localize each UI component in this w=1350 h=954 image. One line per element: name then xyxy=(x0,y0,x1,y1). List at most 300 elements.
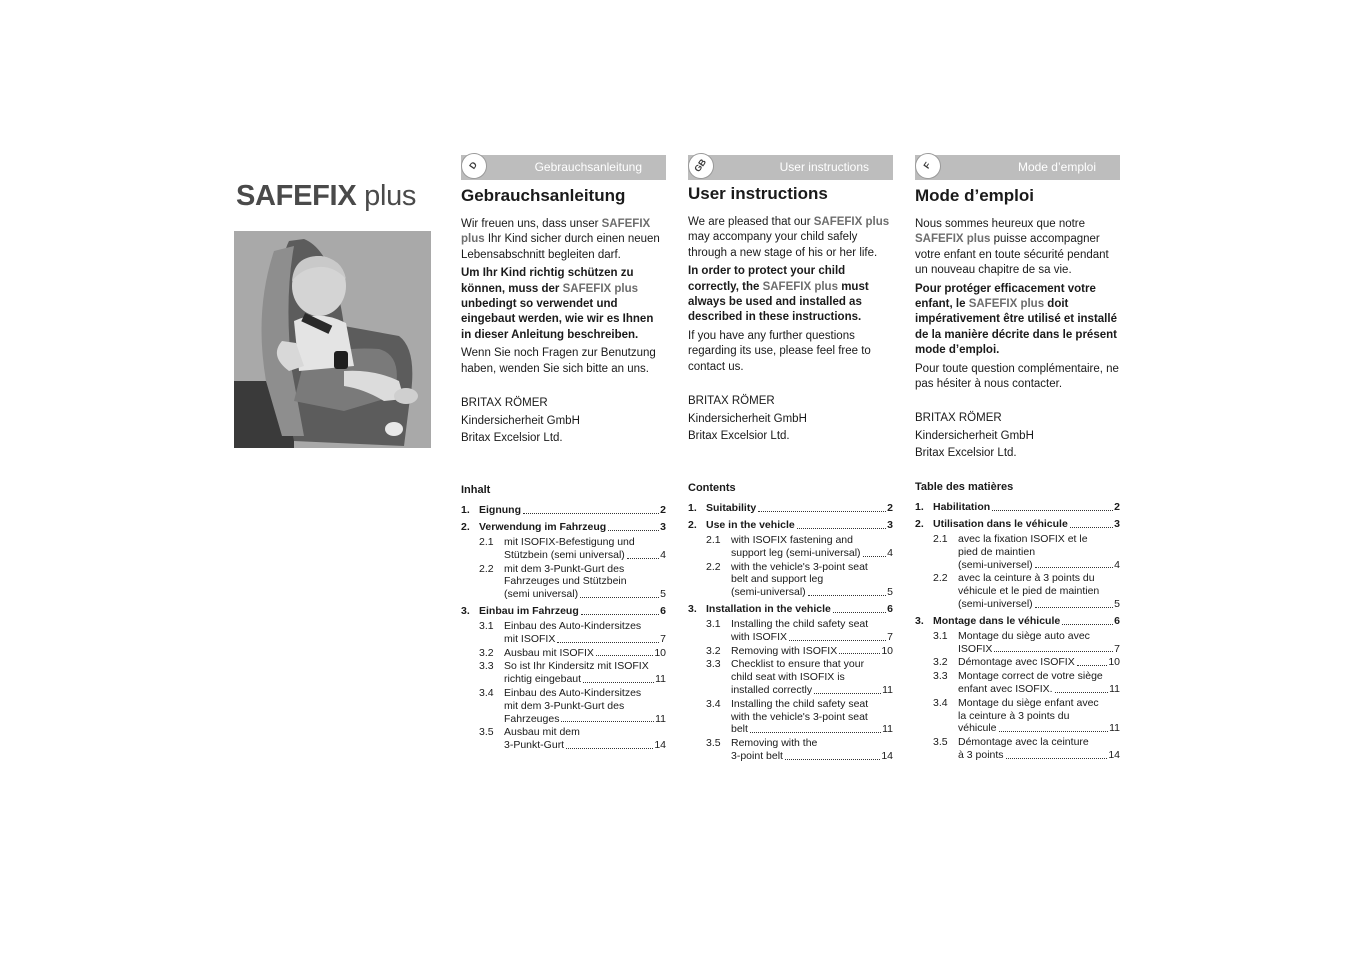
company-block xyxy=(688,393,893,446)
toc-number: 2. xyxy=(688,519,697,531)
toc-page: 2 xyxy=(887,502,893,514)
toc-subentry-line xyxy=(958,749,1120,762)
toc-line-text: (semi-universal) xyxy=(731,586,806,599)
contact-text: If you have any further questions regarding its use, please feel free to contact us. xyxy=(688,329,871,373)
toc-page: 3 xyxy=(660,521,666,533)
toc-line-text: Fahrzeuges und Stützbein xyxy=(504,575,627,588)
toc-subentry-line xyxy=(958,598,1120,611)
toc-line-text: pied de maintien xyxy=(958,545,1036,558)
toc-subentry-line xyxy=(958,683,1120,696)
toc-subentry xyxy=(479,563,666,601)
language-badge: GB xyxy=(683,148,719,184)
toc-page: 4 xyxy=(887,546,893,559)
company-line: Kindersicherheit GmbH xyxy=(461,414,580,427)
toc-line-text: Stützbein (semi universal) xyxy=(504,548,625,561)
toc-entry xyxy=(688,603,893,616)
language-badge: F xyxy=(910,148,946,184)
toc-page: 5 xyxy=(1114,597,1120,610)
toc-subentry-line xyxy=(504,620,666,633)
toc-line-text: installed correctly xyxy=(731,683,813,696)
toc-entry-label: Verwendung im Fahrzeug xyxy=(479,521,607,533)
toc-subentry-line xyxy=(731,547,893,560)
intro-text: Nous sommes heureux que notre SAFEFIX plus puisse accompagner votre enfant en toute sécurité pendant un nouveau chapitre de sa vie. xyxy=(915,218,1109,277)
toc-number: 3.2 xyxy=(706,644,721,657)
toc-line-text: véhicule et le pied de maintien xyxy=(958,585,1100,598)
language-tab-gb xyxy=(688,155,893,180)
toc-subentry-text xyxy=(958,736,1120,762)
toc-entry xyxy=(461,504,666,517)
toc-entry xyxy=(915,615,1120,628)
toc-number: 2.1 xyxy=(479,536,494,548)
toc-line-text: mit ISOFIX xyxy=(504,632,556,645)
safety-notice: In order to protect your child correctly, the SAFEFIX plus must always be used and installed as described in these instructions. xyxy=(688,265,869,324)
language-tab-de xyxy=(461,155,666,180)
contact-text: Wenn Sie noch Fragen zur Benutzung haben, wenden Sie sich bitte an uns. xyxy=(461,347,656,375)
toc-list xyxy=(688,502,893,763)
toc-line-text: enfant avec ISOFIX. xyxy=(958,682,1053,695)
toc-list xyxy=(915,501,1120,762)
toc-subentry xyxy=(933,670,1120,696)
toc-page: 2 xyxy=(660,504,666,516)
company-line: BRITAX RÖMER xyxy=(461,397,548,410)
company-line: Kindersicherheit GmbH xyxy=(915,429,1034,442)
safety-notice: Um Ihr Kind richtig schützen zu können, muss der SAFEFIX plus unbedingt so verwendet und eingebaut werden, wie wir es Ihnen in dieser Anleitung beschreiben. xyxy=(461,267,654,341)
toc-number: 2. xyxy=(915,518,924,530)
toc-subentry-text xyxy=(731,618,893,644)
toc-subentry xyxy=(706,737,893,763)
toc-subentry-line xyxy=(958,559,1120,572)
toc-page: 11 xyxy=(1109,722,1120,735)
product-name-suffix: plus xyxy=(364,180,417,212)
toc-leader xyxy=(566,739,653,749)
toc-subentry-line xyxy=(504,563,666,576)
toc-leader xyxy=(561,713,654,723)
toc-subentry-line xyxy=(731,573,893,586)
toc-line-text: mit dem 3-Punkt-Gurt des xyxy=(504,562,625,575)
toc-page: 11 xyxy=(882,683,893,696)
toc-subentry-line xyxy=(731,711,893,724)
toc-subentry xyxy=(706,561,893,599)
product-title xyxy=(236,180,416,213)
toc-line-text: belt and support leg xyxy=(731,573,824,586)
toc-subentry-text xyxy=(958,656,1120,669)
toc-subentry-line xyxy=(731,534,893,547)
toc-leader xyxy=(1006,749,1108,759)
toc-entry-text xyxy=(933,615,1120,628)
toc-line-text: with the vehicle's 3-point seat xyxy=(731,710,868,723)
toc-number: 2. xyxy=(461,521,470,533)
toc-subentry-line xyxy=(958,643,1120,656)
column-gb xyxy=(688,155,893,446)
toc-entry-label: Montage dans le véhicule xyxy=(933,614,1061,627)
toc-page: 5 xyxy=(660,588,666,601)
toc-page: 7 xyxy=(660,632,666,645)
toc-line-text: 3-point belt xyxy=(731,749,783,762)
toc-de xyxy=(461,484,666,753)
product-name: SAFEFIX xyxy=(236,180,357,212)
toc-subentry-line xyxy=(731,631,893,644)
toc-leader xyxy=(833,603,886,613)
toc-line-text: So ist Ihr Kindersitz mit ISOFIX xyxy=(504,660,649,673)
tab-label: Mode d’emploi xyxy=(1017,160,1096,174)
toc-title: Table des matières xyxy=(915,481,1014,493)
toc-line-text: (semi universal) xyxy=(504,588,579,601)
toc-subentry xyxy=(706,618,893,644)
toc-list xyxy=(461,504,666,752)
toc-subentry-line xyxy=(731,586,893,599)
toc-leader xyxy=(608,521,659,531)
toc-subentry-line xyxy=(504,739,666,752)
toc-subentry-text xyxy=(504,647,666,660)
toc-subentry-line xyxy=(504,673,666,686)
safety-notice: Pour protéger efficacement votre enfant, le SAFEFIX plus doit impérativement être utilisé et installé de la manière décrite dans le présent mode d’emploi. xyxy=(915,282,1117,357)
toc-number: 3.5 xyxy=(706,737,721,750)
toc-subentry-text xyxy=(958,533,1120,571)
language-badge: D xyxy=(456,148,492,184)
toc-subentry-line xyxy=(731,618,893,631)
toc-entry-label: Einbau im Fahrzeug xyxy=(479,604,579,617)
child-seat-illustration xyxy=(234,231,431,448)
company-line: Britax Excelsior Ltd. xyxy=(461,432,563,445)
toc-line-text: Installing the child safety seat xyxy=(731,617,869,630)
toc-line-text: Démontage avec ISOFIX xyxy=(958,656,1075,669)
toc-number: 1. xyxy=(688,502,697,514)
toc-subentry xyxy=(933,736,1120,762)
product-highlight: SAFEFIX plus xyxy=(562,282,639,295)
toc-subentry-line xyxy=(958,697,1120,710)
toc-subentry xyxy=(933,630,1120,656)
tab-label: User instructions xyxy=(779,160,869,174)
toc-subentry-line xyxy=(731,750,893,763)
toc-number: 3.2 xyxy=(933,656,948,669)
toc-number: 3.3 xyxy=(479,660,494,673)
toc-line-text: Ausbau mit dem xyxy=(504,726,580,739)
toc-entry xyxy=(461,605,666,618)
toc-entry-label: Installation in the vehicle xyxy=(706,602,831,615)
toc-subentry-text xyxy=(958,572,1120,610)
toc-number: 3. xyxy=(461,604,470,617)
toc-line-text: Montage du siège enfant avec xyxy=(958,696,1099,709)
toc-page: 11 xyxy=(882,723,893,736)
toc-page: 4 xyxy=(1114,558,1120,571)
toc-subentry-text xyxy=(731,698,893,736)
toc-page: 10 xyxy=(1108,656,1120,669)
toc-number: 3.4 xyxy=(933,696,948,709)
toc-line-text: with ISOFIX fastening and xyxy=(731,534,853,546)
toc-line-text: Installing the child safety seat xyxy=(731,697,869,710)
toc-subentry-line xyxy=(504,633,666,646)
toc-subentry xyxy=(933,656,1120,669)
toc-subentry xyxy=(706,645,893,658)
toc-leader xyxy=(750,723,881,733)
toc-line-text: Fahrzeuges xyxy=(504,712,560,725)
toc-entry-text xyxy=(933,518,1120,531)
product-highlight: SAFEFIX plus xyxy=(461,218,651,246)
toc-subentry xyxy=(706,658,893,696)
toc-subentry-text xyxy=(731,534,893,560)
product-highlight: SAFEFIX plus xyxy=(915,233,991,246)
toc-subentry-text xyxy=(958,670,1120,696)
toc-number: 2.2 xyxy=(706,560,721,573)
toc-page: 7 xyxy=(1114,642,1120,655)
toc-entry xyxy=(688,519,893,532)
toc-subentry xyxy=(479,660,666,686)
toc-leader xyxy=(1035,598,1113,608)
toc-line-text: (semi-universel) xyxy=(958,597,1033,610)
toc-page: 6 xyxy=(887,602,893,615)
toc-line-text: (semi-universel) xyxy=(958,558,1033,571)
toc-page: 10 xyxy=(654,646,666,659)
toc-subentry xyxy=(933,697,1120,735)
toc-subentry-line xyxy=(504,713,666,726)
toc-page: 11 xyxy=(655,673,666,686)
toc-line-text: mit dem 3-Punkt-Gurt des xyxy=(504,699,625,712)
toc-line-text: Removing with ISOFIX xyxy=(731,644,838,657)
toc-line-text: avec la ceinture à 3 points du xyxy=(958,572,1095,585)
toc-leader xyxy=(839,645,880,655)
toc-line-text: belt xyxy=(731,723,748,736)
toc-number: 2.1 xyxy=(706,534,721,546)
toc-line-text: véhicule xyxy=(958,722,997,735)
toc-line-text: richtig eingebaut xyxy=(504,673,582,686)
toc-page: 14 xyxy=(1108,748,1120,761)
toc-number: 3.1 xyxy=(706,617,721,630)
toc-line-text: ISOFIX xyxy=(958,642,993,655)
toc-page: 10 xyxy=(881,644,893,657)
language-tab-fr xyxy=(915,155,1120,180)
toc-entry-label: Use in the vehicle xyxy=(706,519,795,531)
toc-subentry xyxy=(933,533,1120,571)
company-line: Britax Excelsior Ltd. xyxy=(915,447,1017,460)
product-highlight: SAFEFIX plus xyxy=(762,280,838,293)
toc-line-text: with ISOFIX xyxy=(731,630,788,643)
toc-gb xyxy=(688,482,893,764)
toc-leader xyxy=(1062,615,1113,625)
toc-subentry xyxy=(706,698,893,736)
tab-label: Gebrauchsanleitung xyxy=(534,160,642,174)
company-block xyxy=(915,410,1120,463)
toc-subentry-line xyxy=(504,575,666,588)
toc-subentry-text xyxy=(731,658,893,696)
toc-page: 5 xyxy=(887,586,893,599)
toc-entry-text xyxy=(933,501,1120,514)
toc-subentry xyxy=(479,536,666,562)
toc-number: 3.5 xyxy=(933,736,948,749)
toc-line-text: 3-Punkt-Gurt xyxy=(504,739,565,752)
toc-subentry-line xyxy=(958,710,1120,723)
toc-leader xyxy=(523,504,659,514)
toc-number: 3. xyxy=(688,602,697,615)
toc-entry-text xyxy=(706,502,893,515)
toc-line-text: à 3 points xyxy=(958,748,1004,761)
toc-leader xyxy=(627,549,659,559)
toc-leader xyxy=(814,684,881,694)
toc-subentry xyxy=(933,572,1120,610)
toc-subentry-text xyxy=(731,561,893,599)
toc-number: 3.3 xyxy=(706,658,721,671)
toc-subentry-text xyxy=(504,620,666,646)
toc-subentry-line xyxy=(504,700,666,713)
toc-leader xyxy=(785,750,880,760)
toc-number: 3.1 xyxy=(933,629,948,642)
toc-subentry xyxy=(479,620,666,646)
toc-leader xyxy=(583,673,654,683)
toc-subentry-line xyxy=(504,660,666,673)
toc-page: 4 xyxy=(660,548,666,561)
toc-entry-label: Eignung xyxy=(479,504,521,516)
toc-subentry-text xyxy=(504,687,666,725)
toc-leader xyxy=(596,647,653,657)
toc-subentry-line xyxy=(731,684,893,697)
toc-page: 7 xyxy=(887,630,893,643)
toc-subentry-line xyxy=(731,723,893,736)
intro-text: Wir freuen uns, dass unser SAFEFIX plus Ihr Kind sicher durch einen neuen Lebensabschnitt begleiten darf. xyxy=(461,218,660,261)
toc-number: 2.2 xyxy=(479,562,494,575)
toc-title: Inhalt xyxy=(461,484,491,496)
toc-number: 3.1 xyxy=(479,619,494,632)
company-line: BRITAX RÖMER xyxy=(688,395,775,408)
toc-line-text: Ausbau mit ISOFIX xyxy=(504,646,594,659)
toc-leader xyxy=(1055,683,1109,693)
toc-page: 14 xyxy=(881,749,893,762)
toc-subentry-line xyxy=(958,572,1120,585)
toc-subentry-line xyxy=(731,645,893,658)
toc-line-text: Checklist to ensure that your xyxy=(731,658,865,671)
toc-leader xyxy=(1077,656,1108,666)
toc-number: 2.1 xyxy=(933,533,948,545)
toc-line-text: Removing with the xyxy=(731,737,818,750)
toc-line-text: la ceinture à 3 points du xyxy=(958,709,1070,722)
toc-entry-label: Habilitation xyxy=(933,501,991,513)
toc-leader xyxy=(581,605,659,615)
toc-number: 3. xyxy=(915,614,924,627)
toc-number: 1. xyxy=(461,504,470,516)
toc-line-text: Montage correct de votre siège xyxy=(958,670,1103,683)
toc-page: 6 xyxy=(660,604,666,617)
toc-number: 3.3 xyxy=(933,670,948,683)
toc-subentry-line xyxy=(731,671,893,684)
toc-subentry-line xyxy=(504,588,666,601)
toc-line-text: child seat with ISOFIX is xyxy=(731,671,845,684)
toc-line-text: Démontage avec la ceinture xyxy=(958,736,1089,749)
toc-subentry xyxy=(479,687,666,725)
toc-title: Contents xyxy=(688,482,736,494)
toc-subentry-line xyxy=(958,533,1120,546)
toc-subentry-line xyxy=(731,737,893,750)
toc-subentry-line xyxy=(958,585,1120,598)
toc-fr xyxy=(915,481,1120,763)
toc-entry-text xyxy=(706,603,893,616)
toc-line-text: Einbau des Auto-Kindersitzes xyxy=(504,619,642,632)
toc-subentry-text xyxy=(731,737,893,763)
toc-leader xyxy=(994,643,1113,653)
toc-page: 3 xyxy=(1114,518,1120,530)
company-line: Britax Excelsior Ltd. xyxy=(688,430,790,443)
section-title: User instructions xyxy=(688,184,828,203)
toc-subentry xyxy=(706,534,893,560)
toc-subentry-text xyxy=(504,563,666,601)
toc-subentry xyxy=(479,726,666,752)
toc-subentry-line xyxy=(731,658,893,671)
company-line: BRITAX RÖMER xyxy=(915,412,1002,425)
toc-leader xyxy=(1035,559,1113,569)
section-title: Mode d’emploi xyxy=(915,186,1034,205)
toc-subentry-line xyxy=(958,722,1120,735)
toc-leader xyxy=(999,722,1109,732)
toc-subentry-line xyxy=(504,726,666,739)
toc-leader xyxy=(992,501,1113,511)
toc-subentry-line xyxy=(504,687,666,700)
contact-text: Pour toute question complémentaire, ne pas hésiter à nous contacter. xyxy=(915,362,1119,391)
toc-leader xyxy=(1070,518,1113,528)
company-line: Kindersicherheit GmbH xyxy=(688,412,807,425)
toc-line-text: avec la fixation ISOFIX et le xyxy=(958,533,1088,545)
toc-page: 2 xyxy=(1114,501,1120,513)
toc-line-text: mit ISOFIX-Befestigung und xyxy=(504,536,635,548)
toc-subentry-line xyxy=(731,698,893,711)
product-highlight: SAFEFIX plus xyxy=(813,216,890,228)
toc-subentry-line xyxy=(958,736,1120,749)
toc-line-text: support leg (semi-universal) xyxy=(731,546,861,559)
toc-leader xyxy=(863,547,887,557)
toc-page: 14 xyxy=(654,739,666,752)
toc-leader xyxy=(557,633,659,643)
toc-leader xyxy=(580,588,659,598)
toc-line-text: Montage du siège auto avec xyxy=(958,629,1090,642)
toc-entry-label: Suitability xyxy=(706,502,757,514)
toc-subentry-text xyxy=(731,645,893,658)
intro-text: We are pleased that our SAFEFIX plus may accompany your child safely through a new stage of his or her life. xyxy=(688,216,890,259)
toc-page: 3 xyxy=(887,519,893,531)
toc-leader xyxy=(789,631,886,641)
toc-number: 3.2 xyxy=(479,646,494,659)
section-title: Gebrauchsanleitung xyxy=(461,186,626,205)
toc-entry-text xyxy=(706,519,893,532)
toc-number: 1. xyxy=(915,501,924,513)
toc-subentry-text xyxy=(504,660,666,686)
toc-page: 11 xyxy=(655,712,666,725)
column-fr xyxy=(915,155,1120,463)
toc-leader xyxy=(808,586,886,596)
toc-entry-text xyxy=(479,605,666,618)
toc-subentry xyxy=(479,647,666,660)
toc-entry-label: Utilisation dans le véhicule xyxy=(933,518,1068,530)
toc-number: 3.4 xyxy=(706,697,721,710)
product-photo xyxy=(234,231,431,448)
toc-entry-text xyxy=(479,504,666,517)
toc-leader xyxy=(758,502,886,512)
toc-line-text: Einbau des Auto-Kindersitzes xyxy=(504,686,642,699)
toc-subentry-text xyxy=(958,697,1120,735)
company-block xyxy=(461,395,666,448)
toc-subentry-line xyxy=(958,630,1120,643)
product-highlight: SAFEFIX plus xyxy=(968,298,1045,311)
toc-subentry-line xyxy=(958,546,1120,559)
toc-page: 6 xyxy=(1114,614,1120,627)
toc-subentry-line xyxy=(731,561,893,574)
toc-subentry-text xyxy=(504,536,666,562)
toc-subentry-line xyxy=(958,656,1120,669)
toc-number: 3.5 xyxy=(479,726,494,739)
toc-entry-text xyxy=(479,521,666,534)
toc-entry xyxy=(915,518,1120,531)
toc-entry xyxy=(688,502,893,515)
toc-subentry-text xyxy=(958,630,1120,656)
toc-line-text: with the vehicle's 3-point seat xyxy=(731,560,868,573)
toc-page: 11 xyxy=(1109,682,1120,695)
toc-number: 2.2 xyxy=(933,572,948,585)
toc-subentry-line xyxy=(504,549,666,562)
